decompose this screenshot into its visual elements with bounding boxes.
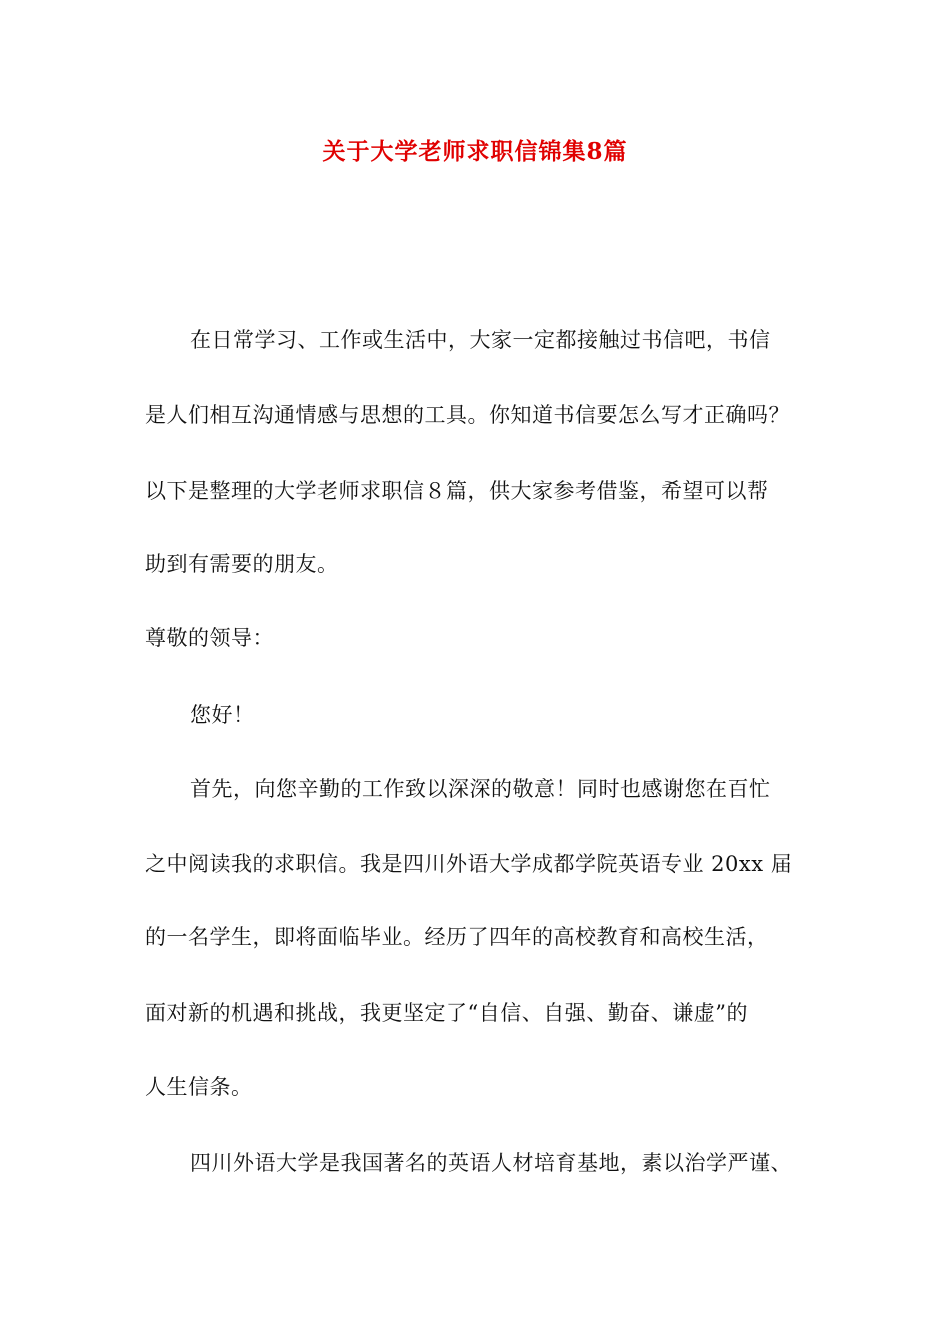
- document-title: 关于大学老师求职信锦集8篇: [322, 138, 628, 165]
- paragraph-line: 人生信条。: [145, 1075, 253, 1099]
- paragraph-line: 面对新的机遇和挑战，我更坚定了“自信、自强、勤奋、谦虚”的: [145, 1001, 748, 1025]
- salutation: 尊敬的领导：: [145, 626, 274, 650]
- paragraph-line: 首先，向您辛勤的工作致以深深的敬意！同时也感谢您在百忙: [190, 777, 771, 801]
- paragraph-line: 助到有需要的朋友。: [145, 552, 339, 576]
- paragraph-line: 是人们相互沟通情感与思想的工具。你知道书信要怎么写才正确吗？: [145, 403, 790, 427]
- paragraph-line: 四川外语大学是我国著名的英语人材培育基地，素以治学严谨、: [190, 1151, 792, 1175]
- paragraph-line: 的一名学生，即将面临毕业。经历了四年的高校教育和高校生活，: [145, 925, 769, 949]
- greeting: 您好！: [190, 703, 255, 727]
- paragraph-line: 以下是整理的大学老师求职信８篇，供大家参考借鉴，希望可以帮: [145, 479, 769, 503]
- paragraph-line: 在日常学习、工作或生活中，大家一定都接触过书信吧，书信: [190, 328, 771, 352]
- paragraph-line: 之中阅读我的求职信。我是四川外语大学成都学院英语专业 20xx 届: [145, 852, 793, 876]
